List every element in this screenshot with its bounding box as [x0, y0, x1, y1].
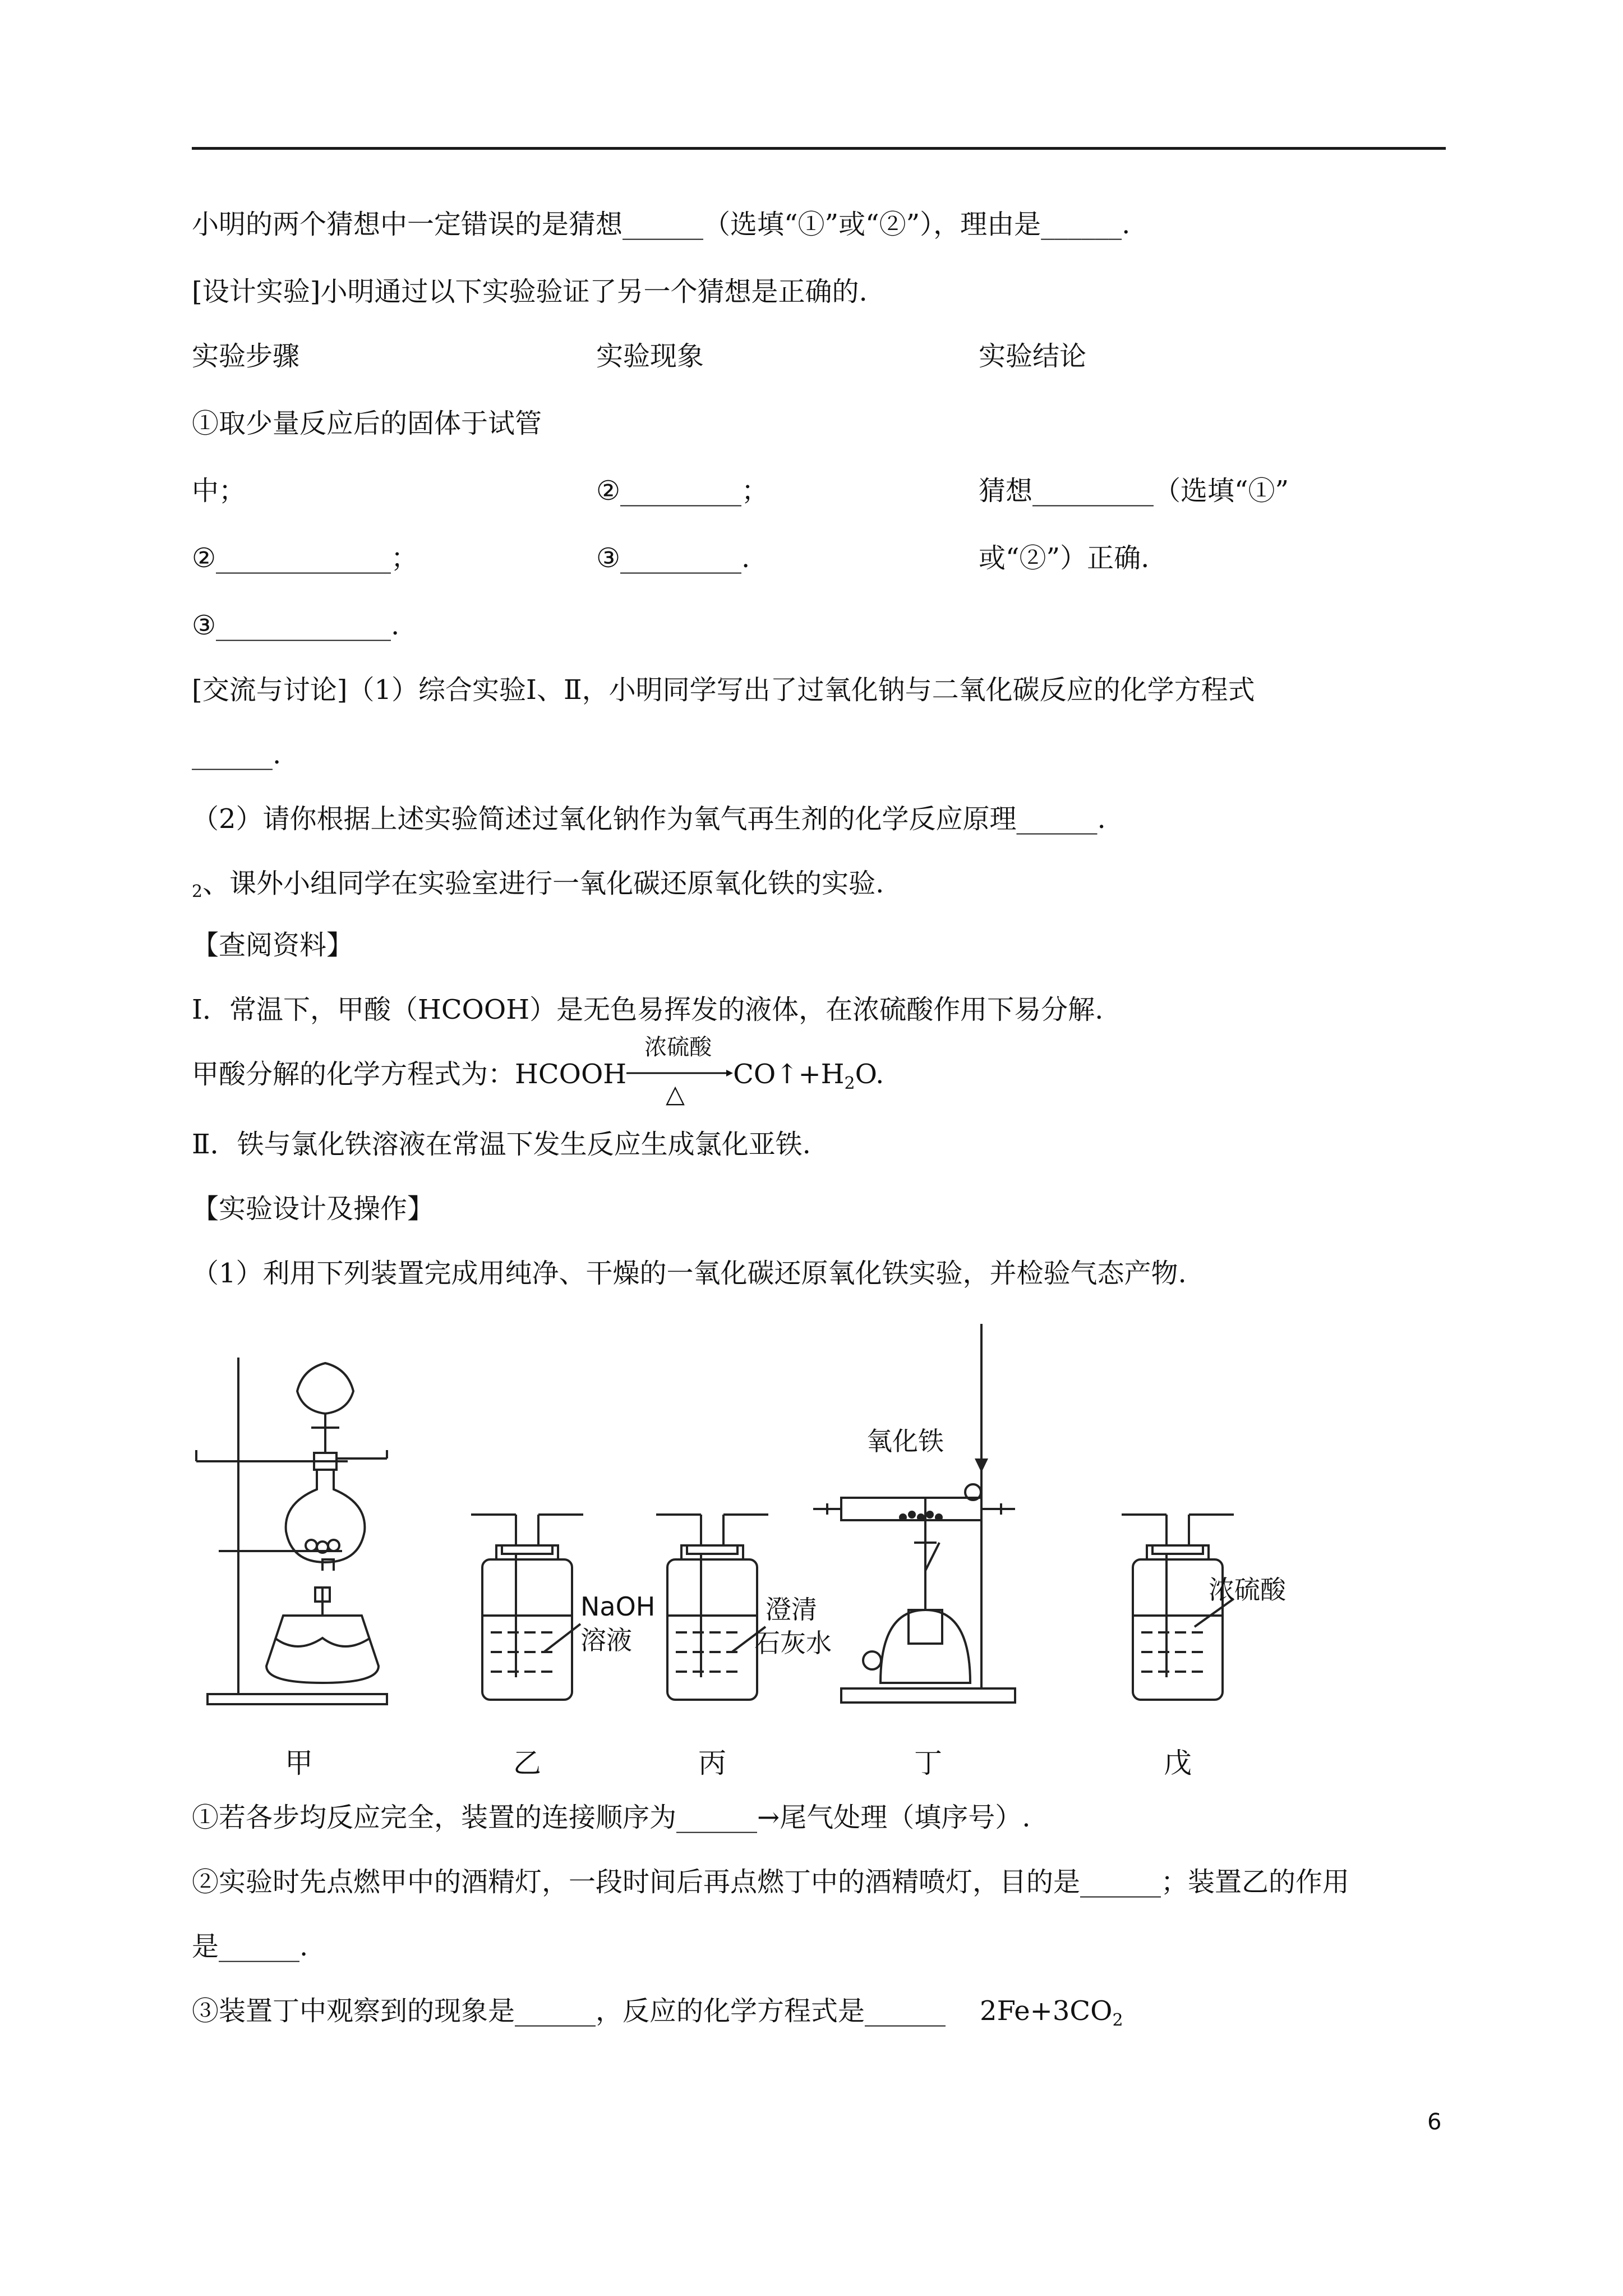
discussion-line-2: ______. — [192, 739, 282, 770]
sulfuric-acid-label: 浓硫酸 — [1209, 1575, 1286, 1605]
table-header-steps: 实验步骤 — [192, 341, 300, 372]
catalyst-label: 浓硫酸 — [644, 1034, 712, 1060]
design-heading: [设计实验]小明通过以下实验验证了另一个猜想是正确的. — [192, 276, 868, 307]
label-bing: 丙 — [698, 1747, 726, 1779]
discussion-line-1: [交流与讨论]（1）综合实验Ⅰ、Ⅱ，小明同学写出了过氧化钠与二氧化碳反应的化学方程式 — [192, 674, 1255, 706]
reaction-arrow — [626, 1034, 733, 1108]
equation-product: CO↑+H — [733, 1059, 845, 1090]
naoh-wash-bottle — [471, 1515, 583, 1700]
reference-heading: 【查阅资料】 — [192, 930, 354, 961]
arrow-down-icon — [975, 1458, 988, 1473]
limewater-label-2: 石灰水 — [754, 1628, 832, 1658]
naoh-label: NaOH — [580, 1591, 656, 1622]
label-wu: 戊 — [1164, 1747, 1192, 1779]
table-phenomenon-3: ③_________. — [596, 542, 750, 574]
label-yi: 乙 — [513, 1747, 541, 1779]
naoh-solution-label: 溶液 — [580, 1625, 632, 1655]
label-ding: 丁 — [914, 1747, 942, 1779]
table-header-conclusion: 实验结论 — [979, 341, 1087, 372]
reference-item-2: Ⅱ．铁与氯化铁溶液在常温下发生反应生成氯化亚铁. — [192, 1129, 811, 1160]
equation-end: O. — [855, 1059, 884, 1090]
question-line: 小明的两个猜想中一定错误的是猜想______（选填“①”或“②”），理由是______. — [192, 209, 1131, 240]
table-step-1b: 中； — [192, 475, 246, 507]
page-number: 6 — [1427, 2109, 1442, 2135]
subscript-2: 2 — [1112, 2010, 1123, 2030]
subquestion-2-line-2: 是______. — [192, 1931, 308, 1962]
equation-prefix: 甲酸分解的化学方程式为：HCOOH — [192, 1059, 627, 1090]
sulfuric-acid-wash-bottle — [1122, 1515, 1234, 1700]
heat-symbol: △ — [666, 1080, 685, 1108]
discussion-line-3: （2）请你根据上述实验简述过氧化钠作为氧气再生剂的化学反应原理______. — [192, 803, 1106, 835]
task-1-line: （1）利用下列装置完成用纯净、干燥的一氧化碳还原氧化铁实验，并检验气态产物. — [192, 1258, 1187, 1289]
design-section-heading: 【实验设计及操作】 — [192, 1193, 435, 1225]
apparatus-figure — [185, 1324, 1307, 1801]
subquestion-1: ①若各步均反应完全，装置的连接顺序为______→尾气处理（填序号）. — [192, 1802, 1031, 1833]
limewater-label-1: 澄清 — [766, 1594, 817, 1625]
table-step-3: ③_____________. — [192, 610, 400, 641]
question-2-text: 、课外小组同学在实验室进行一氧化碳还原氧化铁的实验. — [202, 868, 884, 899]
question-number: 2 — [192, 882, 203, 901]
subscript-2: 2 — [844, 1074, 855, 1093]
iron-oxide-powder — [899, 1511, 943, 1521]
table-phenomenon-2: ②_________； — [596, 475, 769, 507]
subquestion-2-line-1: ②实验时先点燃甲中的酒精灯，一段时间后再点燃丁中的酒精喷灯，目的是______；装置乙的作用 — [192, 1866, 1350, 1898]
table-header-phenomena: 实验现象 — [596, 341, 704, 372]
header-rule — [192, 147, 1446, 150]
table-step-1a: ①取少量反应后的固体于试管 — [192, 408, 542, 439]
label-jia: 甲 — [285, 1747, 313, 1779]
arrow-icon — [626, 1070, 733, 1076]
generator-apparatus — [196, 1358, 387, 1704]
iron-oxide-label: 氧化铁 — [866, 1426, 944, 1456]
reference-item-1: Ⅰ．常温下，甲酸（HCOOH）是无色易挥发的液体，在浓硫酸作用下易分解. — [192, 994, 1104, 1025]
subquestion-3 — [192, 1994, 1123, 2037]
question-2-line — [192, 867, 884, 909]
table-conclusion-1: 猜想_________（选填“①” — [979, 475, 1289, 507]
table-conclusion-2: 或“②”）正确. — [979, 542, 1150, 574]
table-step-2: ②_____________； — [192, 542, 418, 574]
limewater-wash-bottle — [656, 1515, 768, 1700]
equation-line — [192, 1034, 884, 1108]
subquestion-3-text: ③装置丁中观察到的现象是______，反应的化学方程式是______ 2Fe+3CO — [192, 1995, 1113, 2027]
